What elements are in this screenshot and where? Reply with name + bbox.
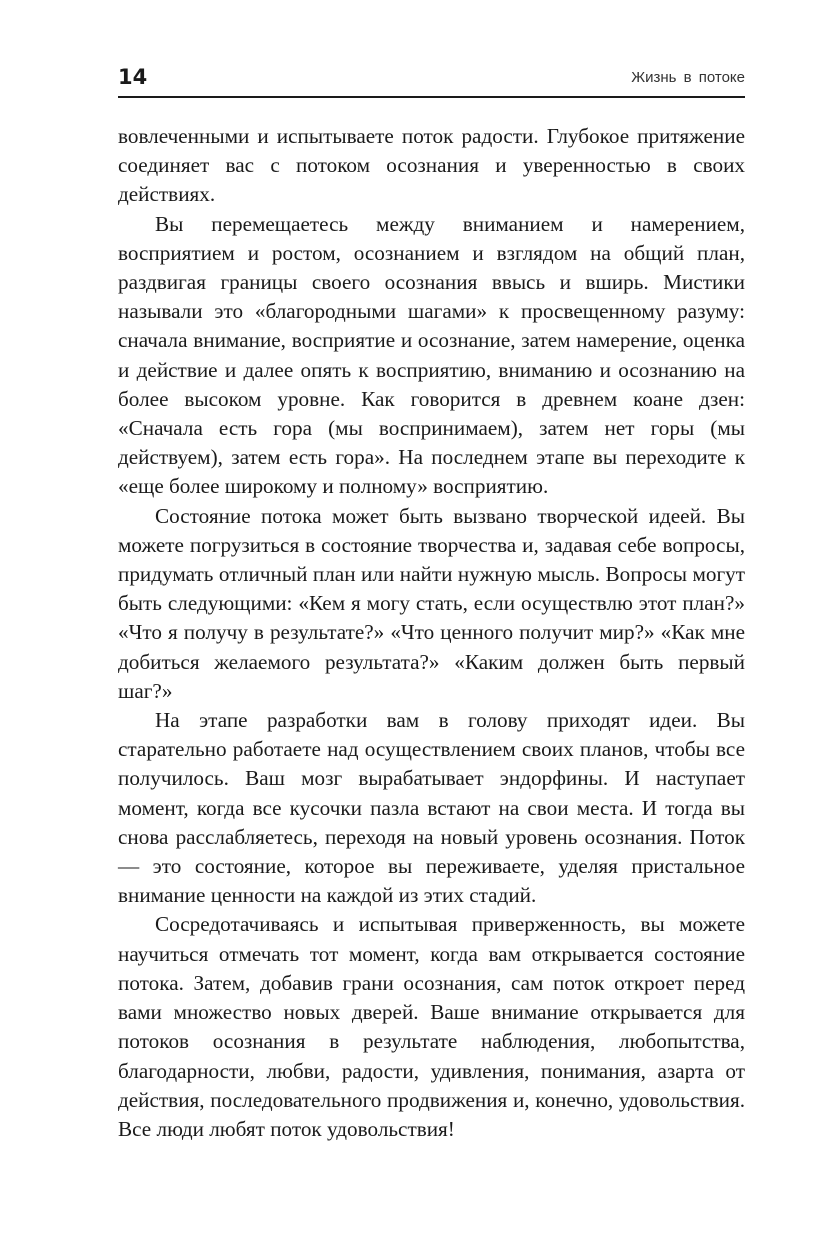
- paragraph-3: Состояние потока может быть вызвано творческой идеей. Вы можете погрузиться в состояние творчества и, задавая себе вопросы, придумать отличный план или найти нужную мысль. Вопросы могут быть следующими: «Кем я могу стать, если осуществлю этот план?» «Что я получу в результате?» «Что ценного получит мир?» «Как мне добиться желаемого результата?» «Каким должен быть первый шаг?»: [118, 503, 745, 703]
- paragraph-5: Сосредотачиваясь и испытывая приверженность, вы можете научиться отмечать тот момент, когда вам открывается состояние потока. Затем, добавив грани осознания, сам поток откроет перед вами множество новых дверей. Ваше внимание открывается для потоков осознания в результате наблюдения, любопытства, благодарности, любви, радости, удивления, понимания, азарта от действия, последовательного продвижения и, конечно, удовольствия. Все люди любят поток удовольствия!: [118, 912, 745, 1141]
- running-title: Жизнь в потоке: [631, 69, 745, 86]
- paragraph-2: Вы перемещаетесь между вниманием и намерением, восприятием и ростом, осознанием и взглядом на общий план, раздвигая границы своего осознания ввысь и вширь. Мистики называли это «благородными шагами» к просвещенному разуму: сначала внимание, восприятие и осознание, затем намерение, оценка и действие и далее опять к восприятию, вниманию и осознанию на более высоком уровне. Как говорится в древнем коане дзен: «Сначала есть гора (мы воспринимаем), затем нет горы (мы действуем), затем есть гора». На последнем этапе вы переходите к «еще более широкому и полному» восприятию.: [118, 211, 745, 499]
- page-number: 14: [118, 65, 148, 89]
- page-body: [118, 122, 745, 1144]
- paragraph-4: На этапе разработки вам в голову приходят идеи. Вы старательно работаете над осуществлением своих планов, чтобы все получилось. Ваш мозг вырабатывает эндорфины. И наступает момент, когда все кусочки пазла встают на свои места. И тогда вы снова расслабляетесь, переходя на новый уровень осознания. Поток — это состояние, которое вы переживаете, уделяя пристальное внимание ценности на каждой из этих стадий.: [118, 708, 745, 908]
- page-header: [118, 62, 745, 98]
- paragraph-1: вовлеченными и испытываете поток радости. Глубокое притяжение соединяет вас с потоком осознания и уверенностью в своих действиях.: [118, 124, 745, 207]
